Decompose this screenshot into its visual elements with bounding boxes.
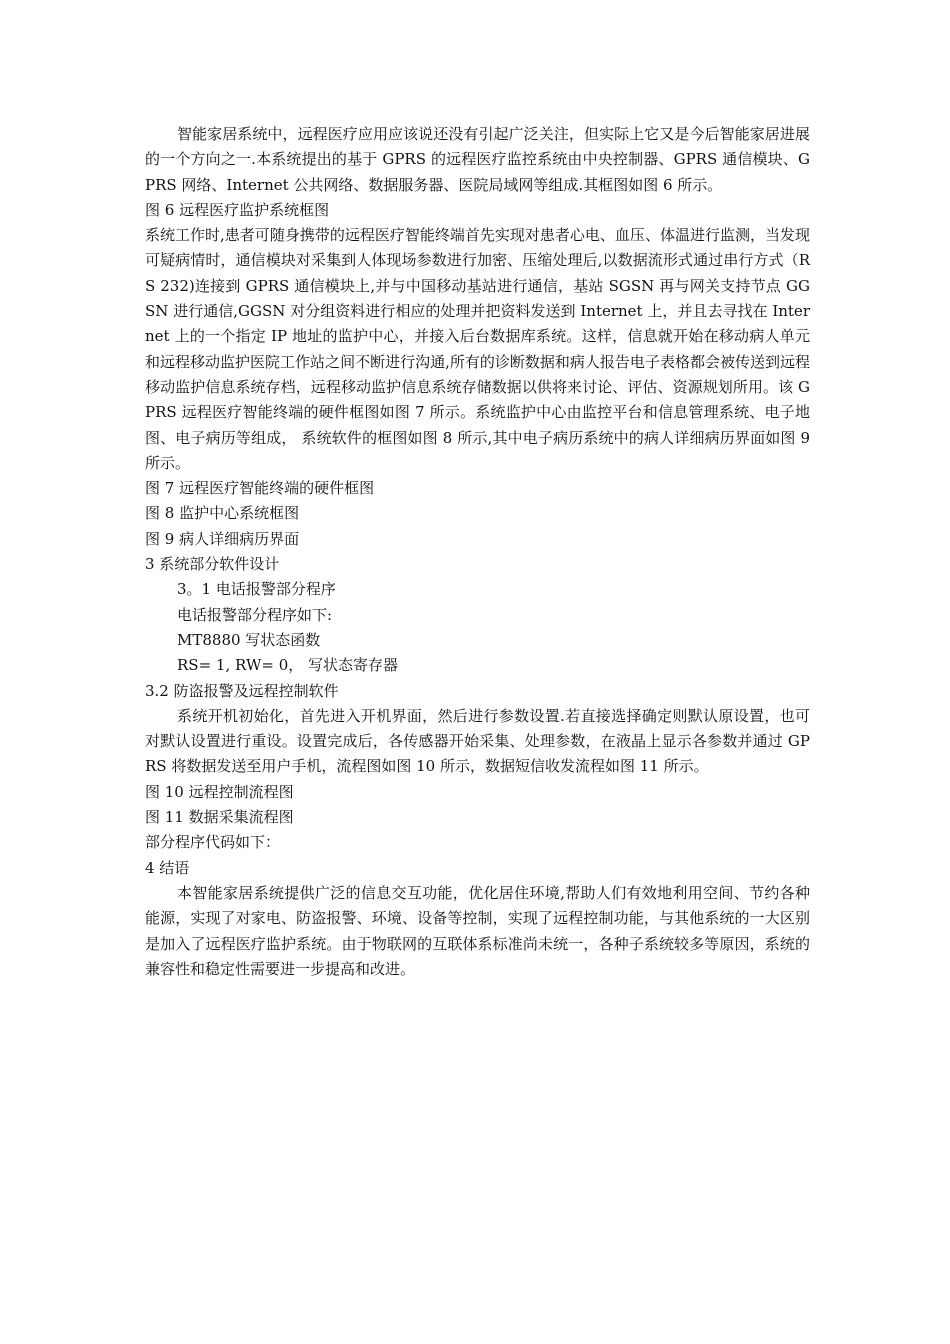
figure-caption-10: 图 10 远程控制流程图	[145, 782, 294, 801]
paragraph-code: 部分程序代码如下：	[145, 833, 281, 852]
paragraph-intro: 智能家居系统中，远程医疗应用应该说还没有引起广泛关注，但实际上它又是今后智能家居进展的一个方向之一.本系统提出的基于 GPRS 的远程医疗监控系统由中央控制器、GPRS 通信模块、GPRS 网络、Internet 公共网络、数据服务器、医院局域网等组成.其框图如图 6 所示。	[145, 125, 810, 194]
paragraph-alarm-program: 电话报警部分程序如下:	[177, 605, 333, 624]
figure-caption-6: 图 6 远程医疗监护系统框图	[145, 200, 330, 219]
section-heading-3: 3 系统部分软件设计	[145, 555, 280, 574]
figure-caption-9: 图 9 病人详细病历界面	[145, 529, 300, 548]
section-heading-3-2: 3.2 防盗报警及远程控制软件	[145, 681, 339, 700]
figure-caption-8: 图 8 监护中心系统框图	[145, 504, 300, 523]
paragraph-register: RS= 1, RW= 0， 写状态寄存器	[177, 656, 399, 675]
section-heading-4: 4 结语	[145, 858, 190, 877]
paragraph-system-work: 系统工作时,患者可随身携带的远程医疗智能终端首先实现对患者心电、血压、体温进行监测，当发现可疑病情时，通信模块对采集到人体现场参数进行加密、压缩处理后,以数据流形式通过串行方式（RS 232)连接到 GPRS 通信模块上,并与中国移动基站进行通信，基站 SGSN 再与网关支持节点 GGSN 进行通信,GGSN 对分组资料进行相应的处理并把资料发送到 Internet 上，并且去寻找在 Internet 上的一个指定 IP 地址的监护中心，并接入后台数据库系统。这样，信息就开始在移动病人单元和远程移动监护医院工作站之间不断进行沟通,所有的诊断数据和病人报告电子表格都会被传送到远程移动监护信息系统存档，远程移动监护信息系统存储数据以供将来讨论、评估、资源规划所用。该 GPRS 远程医疗智能终端的硬件框图如图 7 所示。系统监护中心由监控平台和信息管理系统、电子地图、电子病历等组成， 系统软件的框图如图 8 所示,其中电子病历系统中的病人详细病历界面如图 9 所示。	[145, 226, 810, 472]
paragraph-conclusion: 本智能家居系统提供广泛的信息交互功能，优化居住环境,帮助人们有效地利用空间、节约各种能源，实现了对家电、防盗报警、环境、设备等控制，实现了远程控制功能，与其他系统的一大区别是加入了远程医疗监护系统。由于物联网的互联体系标准尚未统一，各种子系统较多等原因，系统的兼容性和稳定性需要进一步提高和改进。	[145, 883, 810, 978]
figure-caption-11: 图 11 数据采集流程图	[145, 808, 294, 827]
figure-caption-7: 图 7 远程医疗智能终端的硬件框图	[145, 479, 375, 498]
document-page	[145, 122, 810, 982]
paragraph-mt8880: MT8880 写状态函数	[177, 630, 321, 649]
paragraph-boot: 系统开机初始化，首先进入开机界面，然后进行参数设置.若直接选择确定则默认原设置，也可对默认设置进行重设。设置完成后，各传感器开始采集、处理参数，在液晶上显示各参数并通过 GPRS 将数据发送至用户手机，流程图如图 10 所示，数据短信收发流程如图 11 所示。	[145, 706, 810, 776]
section-heading-3-1: 3。1 电话报警部分程序	[177, 580, 336, 599]
